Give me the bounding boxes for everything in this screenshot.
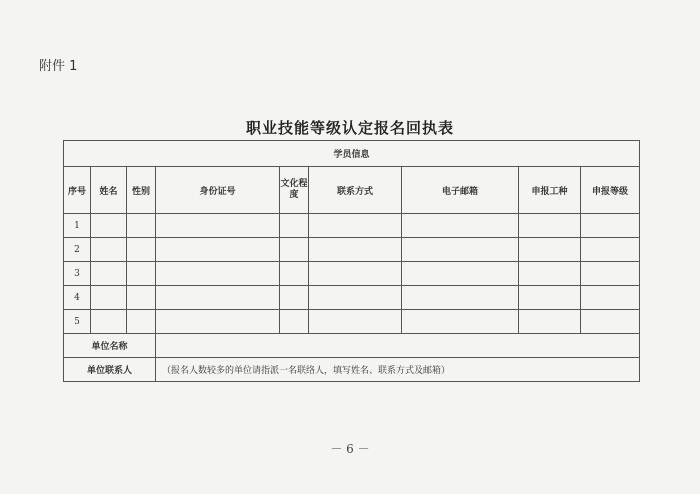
cell-job-type[interactable] xyxy=(519,238,581,262)
cell-id-number[interactable] xyxy=(156,214,280,238)
table-row xyxy=(64,286,640,310)
cell-education[interactable] xyxy=(280,310,309,334)
cell-name[interactable] xyxy=(91,286,127,310)
cell-level[interactable] xyxy=(581,286,640,310)
col-header-education: 文化程度 xyxy=(280,167,309,214)
col-header-level: 申报等级 xyxy=(581,167,640,214)
cell-education[interactable] xyxy=(280,262,309,286)
cell-name[interactable] xyxy=(91,214,127,238)
cell-level[interactable] xyxy=(581,238,640,262)
unit-contact-label: 单位联系人 xyxy=(64,358,156,382)
registration-table xyxy=(63,140,640,382)
cell-email[interactable] xyxy=(402,238,519,262)
cell-id-number[interactable] xyxy=(156,310,280,334)
cell-gender[interactable] xyxy=(127,262,156,286)
cell-gender[interactable] xyxy=(127,310,156,334)
page-number: － 6 － xyxy=(330,442,370,456)
row-number: 2 xyxy=(64,238,91,262)
cell-job-type[interactable] xyxy=(519,262,581,286)
col-header-contact: 联系方式 xyxy=(309,167,402,214)
table-row xyxy=(64,214,640,238)
section-header: 学员信息 xyxy=(64,141,640,167)
cell-name[interactable] xyxy=(91,238,127,262)
row-number: 5 xyxy=(64,310,91,334)
form-title: 职业技能等级认定报名回执表 xyxy=(245,119,454,137)
col-header-seq: 序号 xyxy=(64,167,91,214)
cell-name[interactable] xyxy=(91,310,127,334)
unit-contact-note: （报名人数较多的单位请指派一名联络人，填写姓名、联系方式及邮箱） xyxy=(156,358,640,382)
cell-level[interactable] xyxy=(581,310,640,334)
row-number: 3 xyxy=(64,262,91,286)
cell-gender[interactable] xyxy=(127,238,156,262)
cell-email[interactable] xyxy=(402,310,519,334)
cell-id-number[interactable] xyxy=(156,238,280,262)
cell-id-number[interactable] xyxy=(156,286,280,310)
table-row xyxy=(64,310,640,334)
cell-contact[interactable] xyxy=(309,310,402,334)
cell-contact[interactable] xyxy=(309,286,402,310)
cell-contact[interactable] xyxy=(309,214,402,238)
cell-email[interactable] xyxy=(402,214,519,238)
table-row xyxy=(64,262,640,286)
cell-job-type[interactable] xyxy=(519,286,581,310)
col-header-name: 姓名 xyxy=(91,167,127,214)
cell-gender[interactable] xyxy=(127,214,156,238)
cell-contact[interactable] xyxy=(309,262,402,286)
col-header-email: 电子邮箱 xyxy=(402,167,519,214)
cell-name[interactable] xyxy=(91,262,127,286)
cell-job-type[interactable] xyxy=(519,310,581,334)
cell-id-number[interactable] xyxy=(156,262,280,286)
cell-gender[interactable] xyxy=(127,286,156,310)
unit-name-label: 单位名称 xyxy=(64,334,156,358)
row-number: 1 xyxy=(64,214,91,238)
cell-education[interactable] xyxy=(280,214,309,238)
attachment-label: 附件 1 xyxy=(39,59,78,74)
cell-education[interactable] xyxy=(280,238,309,262)
col-header-job-type: 申报工种 xyxy=(519,167,581,214)
col-header-id-number: 身份证号 xyxy=(156,167,280,214)
cell-level[interactable] xyxy=(581,262,640,286)
cell-job-type[interactable] xyxy=(519,214,581,238)
row-number: 4 xyxy=(64,286,91,310)
cell-email[interactable] xyxy=(402,286,519,310)
col-header-gender: 性别 xyxy=(127,167,156,214)
cell-email[interactable] xyxy=(402,262,519,286)
unit-name-field[interactable] xyxy=(156,334,640,358)
cell-level[interactable] xyxy=(581,214,640,238)
cell-education[interactable] xyxy=(280,286,309,310)
cell-contact[interactable] xyxy=(309,238,402,262)
table-row xyxy=(64,238,640,262)
